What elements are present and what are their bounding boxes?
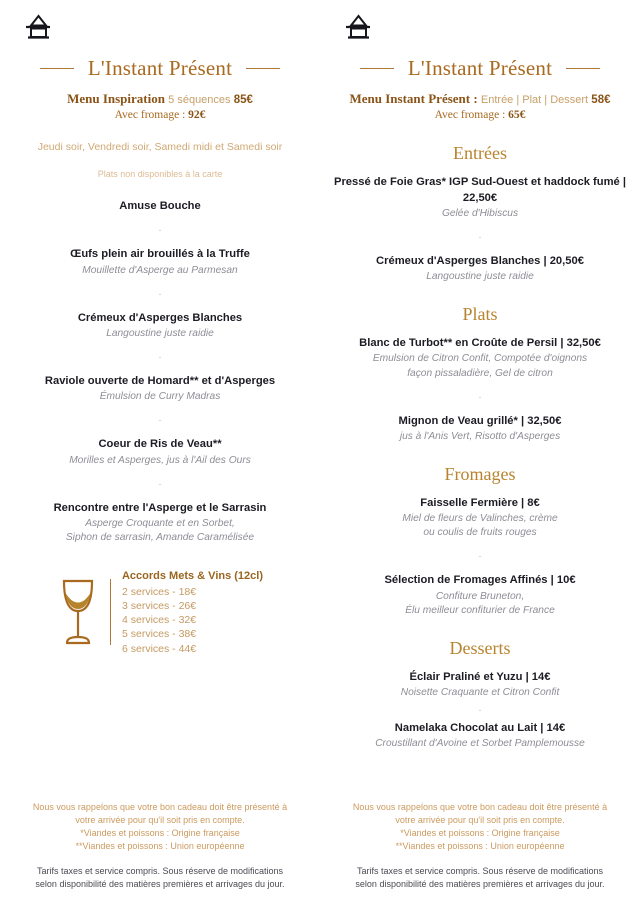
dish-item xyxy=(8,374,312,404)
dish-item xyxy=(328,254,632,284)
footer-gift-note: Nous vous rappelons que votre bon cadeau doit être présenté à votre arrivée pour qu'il soit pris en compte. *Viandes et poissons : Origine française **Viandes et poissons : Union européenne xyxy=(32,802,288,851)
dish-separator: - xyxy=(478,231,482,242)
dish-name: Rencontre entre l'Asperge et le Sarrasin xyxy=(53,501,267,514)
section-heading-fromages: Fromages xyxy=(444,463,516,484)
spacer xyxy=(328,242,632,254)
section-heading-plats: Plats xyxy=(462,304,498,325)
dish-item xyxy=(8,247,312,277)
dish-description: Emulsion de Citron Confit, Compotée d'oignons façon pissaladière, Gel de citron xyxy=(372,353,588,379)
wine-glass-icon xyxy=(57,575,99,649)
spacer xyxy=(8,362,312,374)
left-menu-amount: 85€ xyxy=(233,94,253,106)
left-cheese-amount: 92€ xyxy=(188,109,206,122)
dish-description: Gelée d'Hibiscus xyxy=(441,207,519,219)
dish-name: Coeur de Ris de Veau** xyxy=(98,438,222,451)
dish-name: Blanc de Turbot** en Croûte de Persil | 32,50€ xyxy=(359,337,601,350)
dish-item xyxy=(8,199,312,214)
footer-tariff-note: Tarifs taxes et service compris. Sous réserve de modifications selon disponibilité des matières premières et arrivages du jour. xyxy=(355,866,605,890)
dish-description: Miel de fleurs de Valinches, crème ou coulis de fruits rouges xyxy=(402,513,558,539)
footer-tariff-note: Tarifs taxes et service compris. Sous réserve de modifications selon disponibilité des matières premières et arrivages du jour. xyxy=(35,866,285,890)
spacer xyxy=(8,278,312,290)
title-rule-left xyxy=(40,68,74,69)
dish-description: jus à l'Anis Vert, Risotto d'Asperges xyxy=(399,430,561,442)
right-price-block xyxy=(328,90,632,123)
title-rule-right xyxy=(566,68,600,69)
dish-description: Langoustine juste raidie xyxy=(426,271,534,283)
dish-name: Mignon de Veau grillé* | 32,50€ xyxy=(398,414,562,427)
wine-price-line: 4 services - 32€ xyxy=(121,614,197,627)
dish-item xyxy=(8,311,312,341)
wine-pairing-box xyxy=(8,569,312,656)
wine-box-divider xyxy=(110,579,111,645)
spacer xyxy=(8,489,312,501)
right-menu-desc: Entrée | Plat | Dessert xyxy=(480,94,589,106)
dish-name: Éclair Praliné et Yuzu | 14€ xyxy=(409,670,551,683)
left-price-sub-line xyxy=(8,108,312,123)
dish-item xyxy=(328,414,632,444)
right-menu-amount: 58€ xyxy=(591,94,611,106)
dish-name: Crémeux d'Asperges Blanches | 20,50€ xyxy=(376,254,584,267)
right-cheese-amount: 65€ xyxy=(508,109,526,122)
spacer xyxy=(328,381,632,393)
left-menu-desc: 5 séquences xyxy=(168,94,231,106)
dish-name: Faisselle Fermière | 8€ xyxy=(420,496,540,509)
spacer xyxy=(8,179,312,199)
dish-item xyxy=(8,437,312,467)
left-menu-title: L'Instant Présent xyxy=(87,56,233,80)
title-rule-left xyxy=(360,68,394,69)
spacer xyxy=(328,402,632,414)
dish-separator: - xyxy=(158,225,162,236)
dish-name: Namelaka Chocolat au Lait | 14€ xyxy=(394,722,566,734)
left-schedule-note: Jeudi soir, Vendredi soir, Samedi midi et Samedi soir xyxy=(37,141,283,154)
right-price-main-line xyxy=(328,90,632,108)
right-cheese-label: Avec fromage : xyxy=(434,109,506,122)
right-price-sub-line xyxy=(328,108,632,123)
right-menu-title: L'Instant Présent xyxy=(407,56,553,80)
wine-pairing-text xyxy=(122,569,263,656)
footer-gift-note: Nous vous rappelons que votre bon cadeau doit être présenté à votre arrivée pour qu'il soit pris en compte. *Viandes et poissons : Origine française **Viandes et poissons : Union européenne xyxy=(352,802,608,851)
dish-description: Émulsion de Curry Madras xyxy=(99,391,221,403)
dish-name: Œufs plein air brouillés à la Truffe xyxy=(70,248,250,261)
right-menu-column xyxy=(320,0,640,905)
wine-price-line: 3 services - 26€ xyxy=(121,600,197,613)
title-rule-right xyxy=(246,68,280,69)
wine-pairing-title: Accords Mets & Vins (12cl) xyxy=(121,570,263,583)
left-cheese-label: Avec fromage : xyxy=(114,109,186,122)
wine-price-line: 6 services - 44€ xyxy=(121,642,197,655)
dish-item xyxy=(8,501,312,545)
dish-item xyxy=(328,721,632,751)
dish-description: Mouillette d'Asperge au Parmesan xyxy=(82,264,238,276)
spacer xyxy=(8,299,312,311)
dish-separator: - xyxy=(158,415,162,426)
dish-name: Pressé de Foie Gras* IGP Sud-Ouest et haddock fumé | 22,50€ xyxy=(333,176,627,204)
dish-name: Raviole ouverte de Homard** et d'Asperges xyxy=(44,375,276,388)
dish-item xyxy=(328,496,632,540)
dish-separator: - xyxy=(158,288,162,299)
dish-item xyxy=(328,175,632,221)
right-footer xyxy=(328,801,632,891)
restaurant-roof-logo-icon xyxy=(20,10,56,44)
dish-separator: - xyxy=(478,705,482,715)
dish-item xyxy=(328,670,632,700)
section-heading-entrees: Entrées xyxy=(453,143,507,164)
right-menu-name: Menu Instant Présent : xyxy=(349,91,478,106)
left-footer xyxy=(8,801,312,891)
dish-name: Amuse Bouche xyxy=(119,200,201,213)
left-menu-name: Menu Inspiration xyxy=(67,91,165,106)
left-carte-note: Plats non disponibles à la carte xyxy=(97,169,223,180)
dish-description: Langoustine juste raidie xyxy=(106,328,214,340)
wine-price-line: 2 services - 18€ xyxy=(121,585,197,598)
spacer xyxy=(8,425,312,437)
right-title-row xyxy=(328,56,632,81)
dish-description: Asperge Croquante et en Sorbet, Siphon de sarrasin, Amande Caramélisée xyxy=(65,517,255,544)
dish-separator: - xyxy=(478,551,482,562)
dish-item xyxy=(328,573,632,617)
dish-description: Confiture Bruneton, Élu meilleur confiturier de France xyxy=(405,590,555,616)
dish-separator: - xyxy=(158,478,162,489)
dish-separator: - xyxy=(478,391,482,402)
wine-price-line: 5 services - 38€ xyxy=(121,628,197,641)
dish-description: Morilles et Asperges, jus à l'Ail des Ours xyxy=(69,454,251,466)
left-title-row xyxy=(8,56,312,81)
dish-name: Sélection de Fromages Affinés | 10€ xyxy=(384,574,576,587)
dish-name: Crémeux d'Asperges Blanches xyxy=(77,311,243,324)
spacer xyxy=(8,468,312,480)
dish-item xyxy=(328,336,632,380)
dish-description: Noisette Craquante et Citron Confit xyxy=(400,686,560,698)
section-heading-desserts: Desserts xyxy=(449,637,511,658)
restaurant-roof-logo-icon xyxy=(340,10,376,44)
left-price-main-line xyxy=(8,90,312,108)
spacer xyxy=(8,235,312,247)
dish-separator: - xyxy=(158,352,162,363)
spacer xyxy=(328,561,632,573)
dish-description: Croustillant d'Avoine et Sorbet Pamplemousse xyxy=(375,738,585,750)
left-price-block xyxy=(8,90,312,123)
